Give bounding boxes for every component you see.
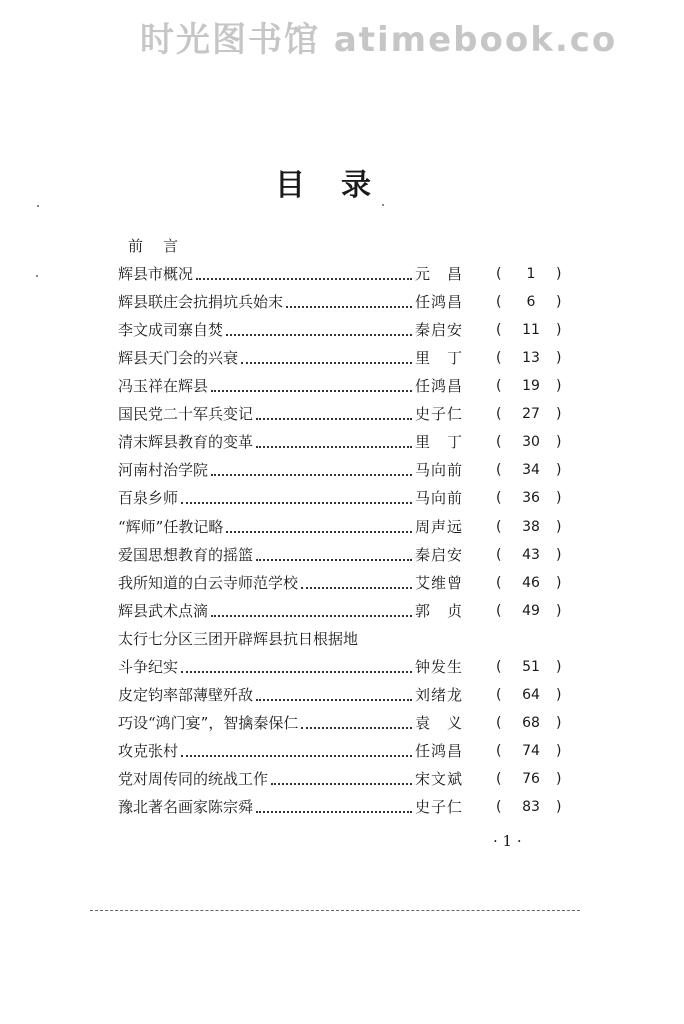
toc-entry-title: 党对周传同的统战工作 <box>118 770 269 788</box>
dot-leader <box>256 559 412 561</box>
page-paren-right: ) <box>556 715 562 731</box>
toc-entry-title: 清末辉县教育的变革 <box>118 433 254 451</box>
page-number-value: 74 <box>522 743 540 759</box>
dot-leader <box>196 278 412 280</box>
toc-entry-author: 任鸿昌 <box>415 377 464 395</box>
page-number-value: 27 <box>522 406 540 422</box>
page-paren-left: ( <box>496 715 502 731</box>
page-number-value: 34 <box>522 462 540 478</box>
page-number-value: 49 <box>522 603 540 619</box>
dot-leader <box>301 587 412 589</box>
watermark: 时光图书馆 atimebook.co <box>140 20 618 60</box>
page-paren-left: ( <box>496 266 502 282</box>
toc-entry-author: 马向前 <box>415 461 464 479</box>
page-number-value: 68 <box>522 715 540 731</box>
page-number-value: 43 <box>522 547 540 563</box>
page-paren-left: ( <box>496 434 502 450</box>
toc-entry-author: 钟发生 <box>415 658 464 676</box>
page-paren-right: ) <box>556 547 562 563</box>
toc-entry-author: 任鸿昌 <box>415 742 464 760</box>
scan-speck <box>382 204 384 206</box>
page-number-value: 64 <box>522 687 540 703</box>
dot-leader <box>241 362 412 364</box>
page-paren-right: ) <box>556 603 562 619</box>
page-number: · 1 · <box>493 832 522 850</box>
dot-leader <box>211 474 412 476</box>
page-number-value: 6 <box>526 294 536 310</box>
page-paren-left: ( <box>496 462 502 478</box>
page-paren-right: ) <box>556 490 562 506</box>
page-paren-right: ) <box>556 266 562 282</box>
toc-entry-title: 攻克张村 <box>118 742 179 760</box>
page-paren-right: ) <box>556 434 562 450</box>
dot-leader <box>211 615 412 617</box>
page-paren-right: ) <box>556 771 562 787</box>
toc-entry-title: 辉县市概况 <box>118 265 194 283</box>
toc-entry-title: 辉县联庄会抗捐坑兵始末 <box>118 293 284 311</box>
bottom-rule <box>90 910 580 911</box>
page-paren-right: ) <box>556 462 562 478</box>
toc-entry-author: 袁 义 <box>415 714 464 732</box>
page-number-value: 83 <box>522 799 540 815</box>
dot-leader <box>181 502 412 504</box>
toc-entry-title: 太行七分区三团开辟辉县抗日根据地 <box>118 630 359 648</box>
dot-leader <box>211 390 412 392</box>
page-paren-right: ) <box>556 378 562 394</box>
toc-entry-author: 史子仁 <box>415 405 464 423</box>
page-number-value: 76 <box>522 771 540 787</box>
page-paren-left: ( <box>496 406 502 422</box>
dot-leader <box>256 699 412 701</box>
toc-entry-title: 百泉乡师 <box>118 489 179 507</box>
page-paren-right: ) <box>556 659 562 675</box>
toc-entry-author: 刘绪龙 <box>415 686 464 704</box>
dot-leader <box>181 671 412 673</box>
page-paren-left: ( <box>496 547 502 563</box>
page-number-value: 46 <box>522 575 540 591</box>
toc-entry-author: 艾维曾 <box>415 574 464 592</box>
page-paren-right: ) <box>556 406 562 422</box>
page-number-value: 51 <box>522 659 540 675</box>
page-number-value: 38 <box>522 519 540 535</box>
toc-entry-author: 秦启安 <box>415 546 464 564</box>
dot-leader <box>181 755 412 757</box>
toc-entry-author: 马向前 <box>415 489 464 507</box>
toc-entry-author: 郭 贞 <box>415 602 464 620</box>
page-paren-left: ( <box>496 294 502 310</box>
toc-entry-title: 斗争纪实 <box>118 658 179 676</box>
page-paren-right: ) <box>556 350 562 366</box>
page-title: 目录 <box>275 168 407 203</box>
page-paren-left: ( <box>496 322 502 338</box>
page-paren-right: ) <box>556 743 562 759</box>
page-number-value: 1 <box>526 266 536 282</box>
toc-entry-author: 周声远 <box>415 518 464 536</box>
dot-leader <box>256 446 412 448</box>
page-paren-right: ) <box>556 575 562 591</box>
page-number-value: 19 <box>522 378 540 394</box>
dot-leader <box>256 418 412 420</box>
toc-entry-title: 河南村治学院 <box>118 461 209 479</box>
scan-speck <box>36 275 38 277</box>
dot-leader <box>286 306 412 308</box>
dot-leader <box>226 334 412 336</box>
page-number-value: 30 <box>522 434 540 450</box>
page-paren-left: ( <box>496 350 502 366</box>
toc-entry-author: 宋文斌 <box>415 770 464 788</box>
page-paren-left: ( <box>496 519 502 535</box>
toc-entry-title: 豫北著名画家陈宗舜 <box>118 798 254 816</box>
toc-entry-author: 任鸿昌 <box>415 293 464 311</box>
toc-entry-title: 爱国思想教育的摇篮 <box>118 546 254 564</box>
toc-entry-title: 国民党二十军兵变记 <box>118 405 254 423</box>
page-paren-left: ( <box>496 743 502 759</box>
scan-speck <box>37 205 39 207</box>
page-paren-left: ( <box>496 659 502 675</box>
page-paren-left: ( <box>496 490 502 506</box>
page-paren-right: ) <box>556 687 562 703</box>
page-paren-left: ( <box>496 575 502 591</box>
page-paren-left: ( <box>496 603 502 619</box>
page-paren-left: ( <box>496 799 502 815</box>
toc-entry-title: 辉县武术点滴 <box>118 602 209 620</box>
preface-heading: 前言 <box>128 237 199 255</box>
toc-entry-title: 我所知道的白云寺师范学校 <box>118 574 299 592</box>
toc-entry-title: 冯玉祥在辉县 <box>118 377 209 395</box>
toc-entry-title: 皮定钧率部薄壁歼敌 <box>118 686 254 704</box>
toc-entry-title: 李文成司寨自焚 <box>118 321 224 339</box>
dot-leader <box>271 783 412 785</box>
page-paren-left: ( <box>496 771 502 787</box>
toc-entry-author: 里 丁 <box>415 433 464 451</box>
toc-entry-author: 秦启安 <box>415 321 464 339</box>
page-number-value: 36 <box>522 490 540 506</box>
toc-entry-title: 巧设“鸿门宴”，智擒秦保仁 <box>118 714 299 732</box>
page-paren-left: ( <box>496 378 502 394</box>
page-number-value: 13 <box>522 350 540 366</box>
page-paren-right: ) <box>556 322 562 338</box>
page-paren-right: ) <box>556 519 562 535</box>
dot-leader <box>226 531 412 533</box>
toc-entry-author: 史子仁 <box>415 798 464 816</box>
page-paren-left: ( <box>496 687 502 703</box>
page-paren-right: ) <box>556 294 562 310</box>
toc-entry-author: 里 丁 <box>415 349 464 367</box>
toc-entry-title: “辉师”任教记略 <box>118 518 224 536</box>
dot-leader <box>301 727 412 729</box>
page-number-value: 11 <box>522 322 540 338</box>
toc-entry-title: 辉县天门会的兴衰 <box>118 349 239 367</box>
toc-entry-author: 元 昌 <box>415 265 464 283</box>
page-paren-right: ) <box>556 799 562 815</box>
dot-leader <box>256 811 412 813</box>
